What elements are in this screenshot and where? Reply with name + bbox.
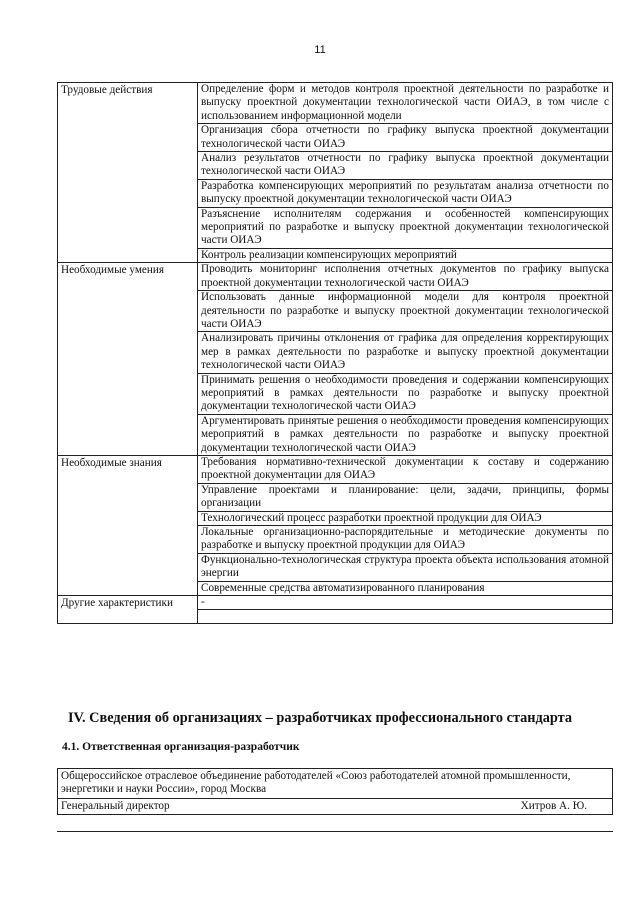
table-cell: Анализ результатов отчетности по графику выпуска проектной документации технологической части ОИАЭ (198, 152, 613, 180)
signatory-name: Хитров А. Ю. (520, 799, 587, 812)
signature-cell (58, 798, 613, 814)
row-header-required-skills: Необходимые умения (58, 263, 198, 456)
section-title: IV. Сведения об организациях – разработчиках профессионального стандарта (67, 710, 573, 726)
table-cell-empty (198, 610, 613, 624)
row-header-labor-actions: Трудовые действия (58, 83, 198, 263)
table-cell: Локальные организационно-распорядительные и методические документы по разработке и выпуску проектной продукции для ОИАЭ (198, 526, 613, 554)
table-cell: Определение форм и методов контроля проектной деятельности по разработке и выпуску проектной документации технологической части ОИАЭ, в том числе с использованием информационной модели (198, 83, 613, 124)
table-cell: Разработка компенсирующих мероприятий по результатам анализа отчетности по выпуску проектной документации технологической части ОИАЭ (198, 179, 613, 207)
table-row (58, 596, 613, 610)
table-row (58, 769, 613, 799)
table-row (58, 798, 613, 814)
table-cell: Управление проектами и планирование: цели, задачи, принципы, формы организации (198, 483, 613, 511)
table-cell: Использовать данные информационной модели для контроля проектной деятельности по разработке и выпуску проектной документации технологической части ОИАЭ (198, 291, 613, 332)
table-row (58, 263, 613, 291)
row-header-other-characteristics: Другие характеристики (58, 596, 198, 624)
subsection-title: 4.1. Ответственная организация-разработчик (62, 741, 300, 753)
table-cell: - (198, 596, 613, 610)
organization-table (57, 768, 613, 815)
table-cell: Проводить мониторинг исполнения отчетных документов по графику выпуска проектной документации технологической части ОИАЭ (198, 263, 613, 291)
table-cell: Современные средства автоматизированного планирования (198, 581, 613, 595)
table-cell: Контроль реализации компенсирующих мероприятий (198, 248, 613, 262)
page-number: 11 (314, 44, 326, 56)
table-cell: Принимать решения о необходимости проведения и содержании компенсирующих мероприятий в рамках деятельности по разработке и выпуску проектной документации технологической части ОИАЭ (198, 373, 613, 414)
table-cell: Аргументировать принятые решения о необходимости проведения компенсирующих мероприятий в рамках деятельности по разработке и выпуску проектной документации технологической части ОИАЭ (198, 414, 613, 455)
row-header-required-knowledge: Необходимые знания (58, 455, 198, 595)
table-cell: Организация сбора отчетности по графику выпуска проектной документации технологической части ОИАЭ (198, 124, 613, 152)
signature-row (61, 800, 609, 813)
table-cell: Технологический процесс разработки проектной продукции для ОИАЭ (198, 511, 613, 525)
organization-name: Общероссийское отраслевое объединение работодателей «Союз работодателей атомной промышленности, энергетики и науки России», город Москва (58, 769, 613, 799)
table-cell: Требования нормативно-технической документации к составу и содержанию проектной документации для ОИАЭ (198, 455, 613, 483)
position-title: Генеральный директор (61, 799, 170, 812)
table-cell: Функционально-технологическая структура проекта объекта использования атомной энергии (198, 553, 613, 581)
divider (57, 831, 613, 832)
table-cell: Анализировать причины отклонения от графика для определения корректирующих мер в рамках деятельности по разработке и выпуску проектной документации технологической части ОИАЭ (198, 332, 613, 373)
labor-functions-table (57, 82, 613, 624)
table-cell: Разъяснение исполнителям содержания и особенностей компенсирующих мероприятий по разработке и выпуску проектной документации технологической части ОИАЭ (198, 207, 613, 248)
table-row (58, 455, 613, 483)
table-row (58, 83, 613, 124)
